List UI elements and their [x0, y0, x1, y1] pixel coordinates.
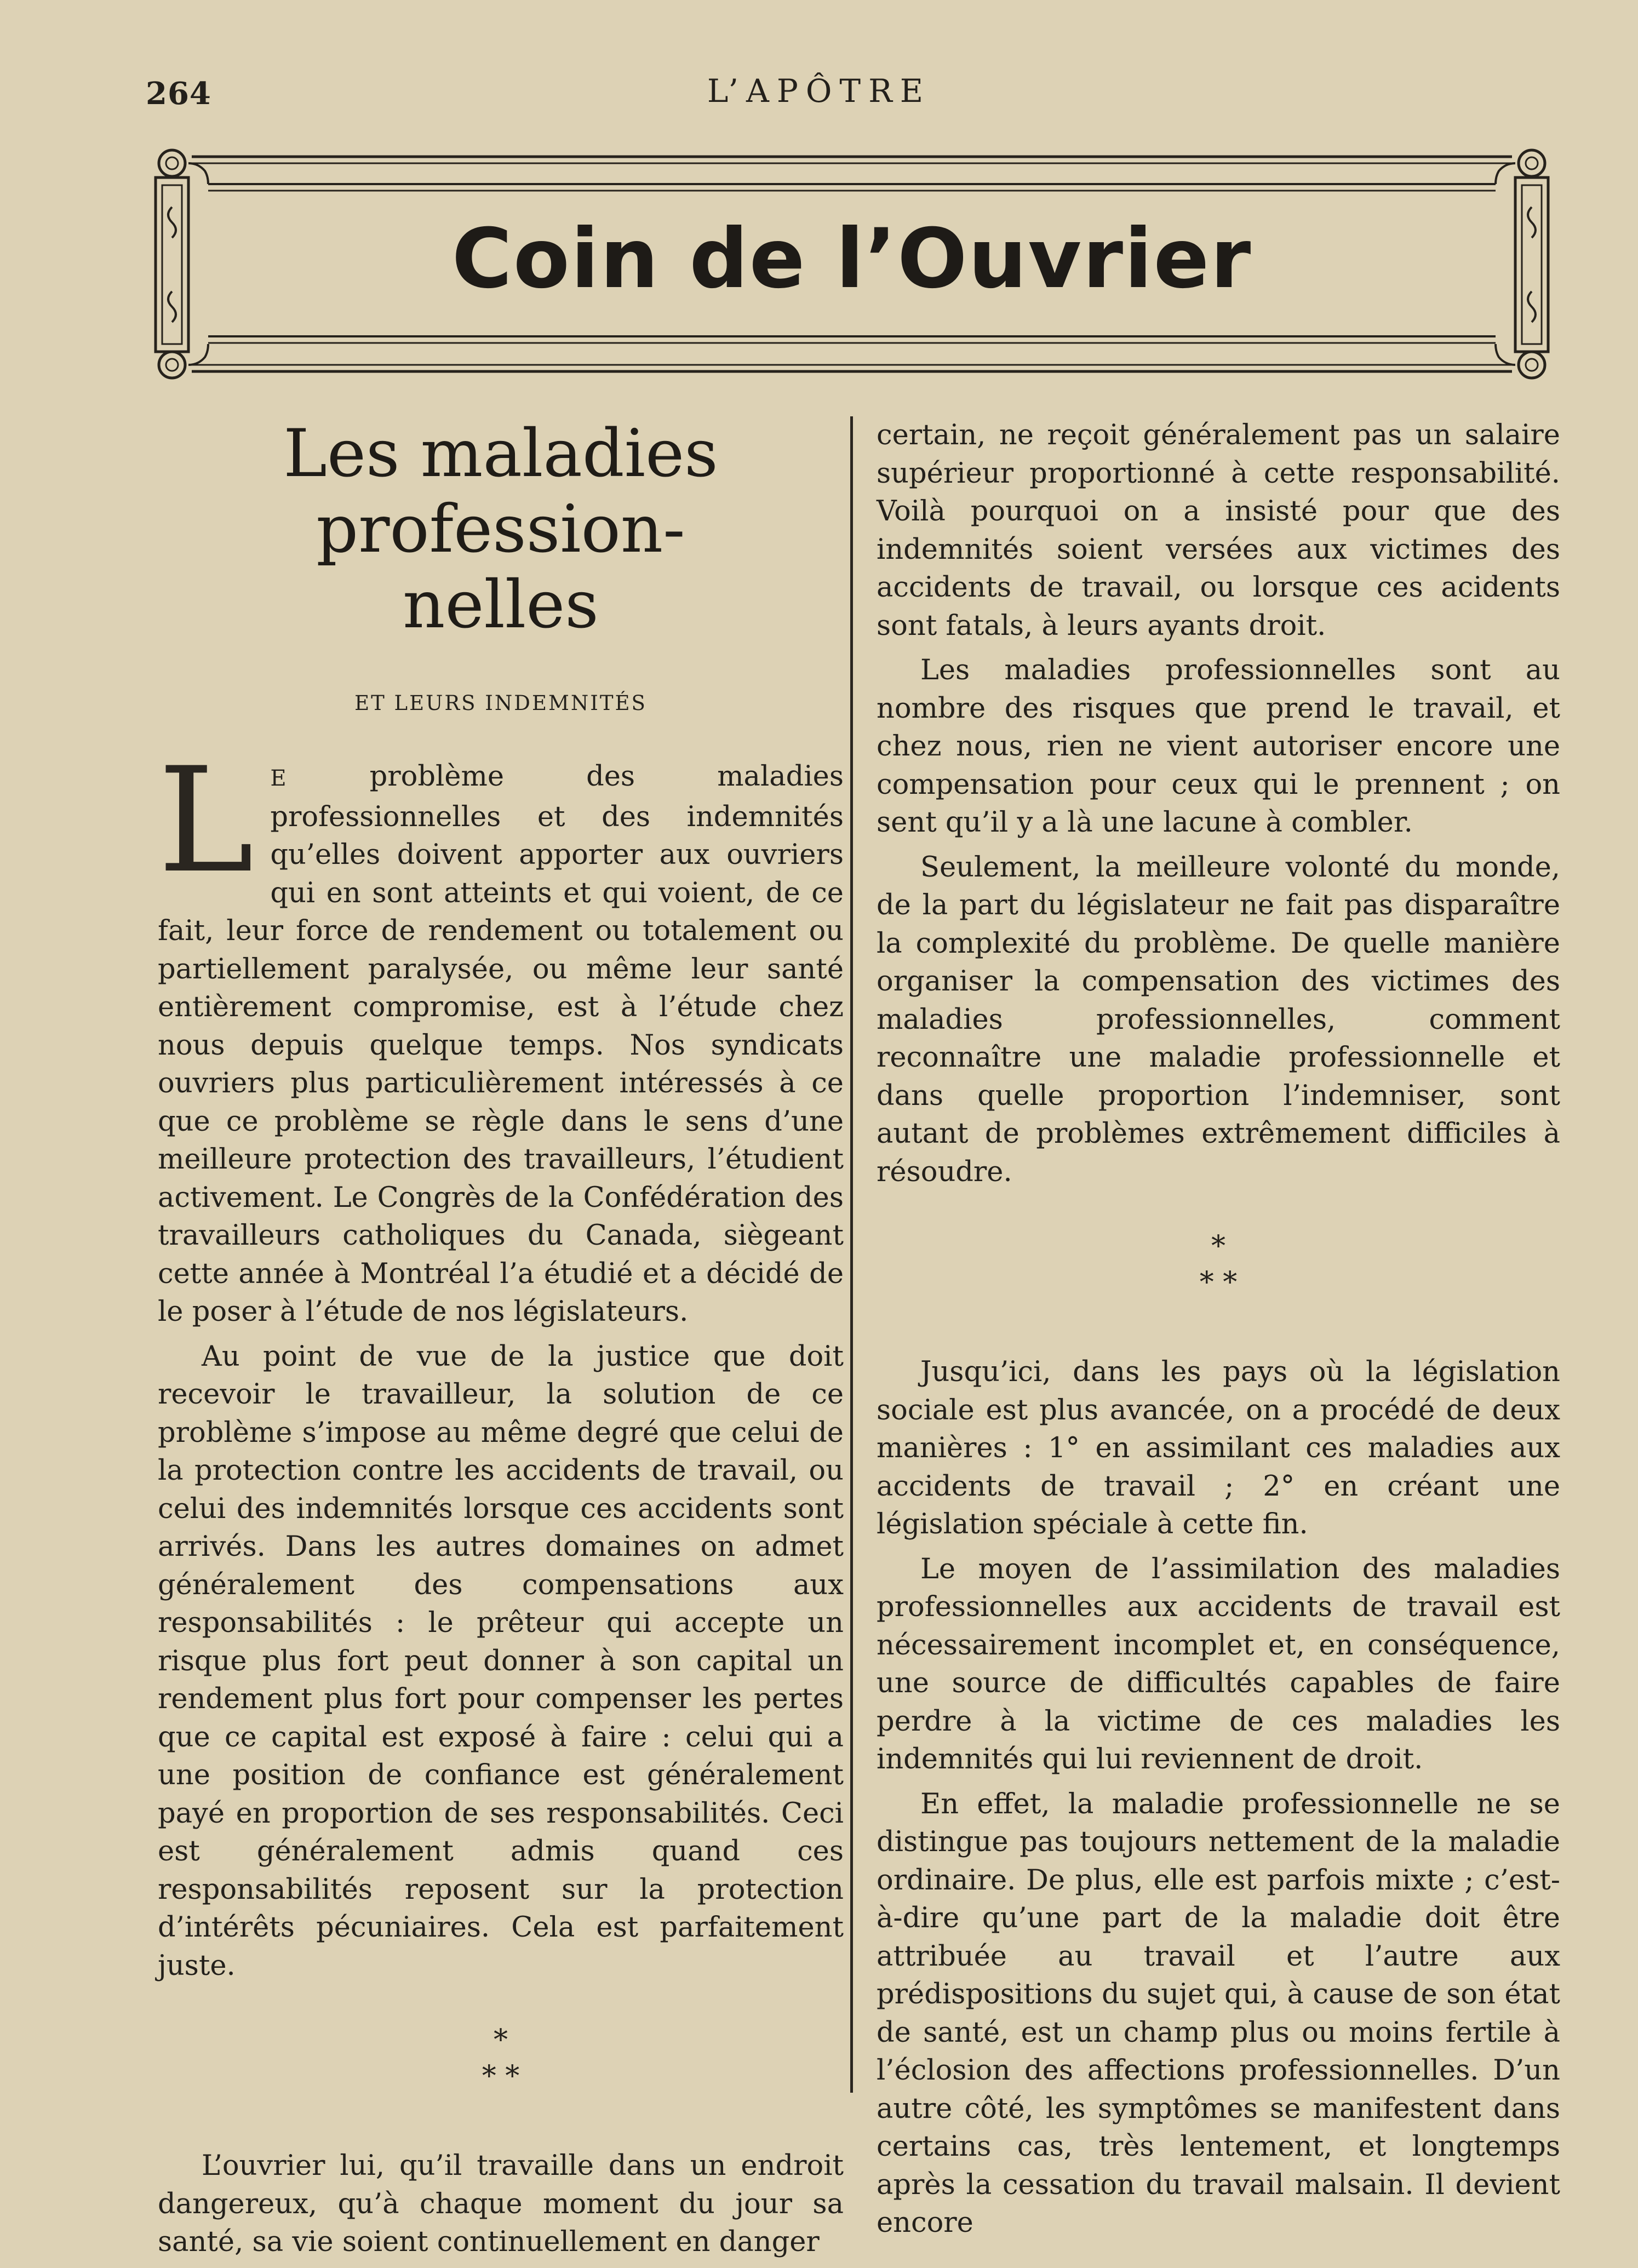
section-title: Coin de l’Ouvrier — [451, 211, 1252, 307]
column-divider — [850, 416, 853, 2093]
paragraph-6: Seulement, la meilleure volonté du monde, de la part du législateur ne fait pas disparaître la complexité du problème. De quelle manière organiser la compensation des victimes des maladies professionnelles, comment reconnaître une maladie professionnelle et dans quelle proportion l’indemniser, sont autant de problèmes extrêmement difficiles à résoudre. — [877, 851, 1560, 1188]
paragraph-1 — [158, 737, 844, 1331]
right-column — [877, 416, 1560, 2249]
asterism — [158, 2022, 844, 2094]
article-title-line-2: nelles — [403, 567, 599, 643]
first-word-rest: E — [270, 766, 288, 791]
paragraph-8: Le moyen de l’assimilation des maladies professionnelles aux accidents de travail est nécessairement incomplet et, en conséquence, une source de difficultés capables de faire perdre à la victime de ces maladies les indemnités qui lui reviennent de droit. — [877, 1553, 1560, 1776]
left-column — [158, 416, 844, 2268]
paragraph-7: Jusqu’ici, dans les pays où la législation sociale est plus avancée, on a procédé de deux manières : 1° en assimilant ces maladies aux accidents de travail ; 2° en créant une législation spéciale à cette fin. — [877, 1356, 1560, 1540]
article-title-line-1: Les maladies profession- — [283, 416, 718, 568]
paragraph-3: L’ouvrier lui, qu’il travaille dans un endroit dangereux, qu’à chaque moment du jour sa santé, sa vie soient continuellement en danger — [158, 2150, 844, 2258]
asterism-2-top: * — [1211, 1230, 1225, 1263]
asterism-2-bottom: * * — [1199, 1266, 1238, 1299]
running-title: L’APÔTRE — [707, 72, 931, 110]
paragraph-4: certain, ne reçoit généralement pas un salaire supérieur proportionné à cette responsabilité. Voilà pourquoi on a insisté pour que des indemnités soient versées aux victimes des accidents de travail, ou lorsque ces acidents sont fatals, à leurs ayants droit. — [877, 419, 1560, 642]
asterism-bottom: * * — [482, 2060, 520, 2093]
asterism-top: * — [494, 2024, 508, 2057]
article-subtitle: ET LEURS INDEMNITÉS — [354, 691, 647, 715]
drop-cap: L — [158, 737, 254, 905]
page-number: 264 — [146, 76, 211, 112]
paragraph-9: En effet, la maladie professionnelle ne se distingue pas toujours nettement de la maladie ordinaire. De plus, elle est parfois mixte ; c’est-à-dire qu’une part de la maladie doit être attribuée au travail et l’autre aux prédispositions du sujet qui, à cause de son état de santé, est un champ plus ou moins fertile à l’éclosion des affections professionnelles. D’un autre côté, les symptômes se manifestent dans certains cas, très lentement, et longtemps après la cessation du travail malsain. Il devient encore — [877, 1788, 1560, 2239]
section-banner — [148, 147, 1556, 382]
paragraph-2: Au point de vue de la justice que doit recevoir le travailleur, la solution de ce problème s’impose au même degré que celui de la protection contre les accidents de travail, ou celui des indemnités lorsque ces accidents sont arrivés. Dans les autres domaines on admet généralement des compensations aux responsabilités : le prêteur qui accepte un risque plus fort peut donner à son capital un rendement plus fort pour compenser les pertes que ce capital est exposé à faire : celui qui a une position de confiance est généralement payé en proportion de ses responsabilités. Ceci est généralement admis quand ces responsabilités reposent sur la protection d’intérêts pécuniaires. Cela est parfaitement juste. — [158, 1340, 844, 1982]
paragraph-5: Les maladies professionnelles sont au nombre des risques que prend le travail, et chez nous, rien ne vient autoriser encore une compensation pour ceux qui le prennent ; on sent qu’il y a là une lacune à combler. — [877, 654, 1560, 839]
asterism-2 — [877, 1228, 1560, 1301]
paragraph-1-text: problème des maladies professionnelles et des indemnités qu’elles doivent apporter aux ouvriers qui en sont atteints et qui voient, de ce fait, leur force de rendement ou totalement ou partiellement paralysée, ou même leur santé entièrement compromise, est à l’étude chez nous depuis quelque temps. Nos syndicats ouvriers plus particulièrement intéressés à ce que ce problème se règle dans le sens d’une meilleure protection des travailleurs, l’étudient activement. Le Congrès de la Confédération des travailleurs catholiques du Canada, siègeant cette année à Montréal l’a étudié et a décidé de le poser à l’étude de nos législateurs. — [158, 760, 844, 1328]
article-title — [158, 416, 844, 643]
